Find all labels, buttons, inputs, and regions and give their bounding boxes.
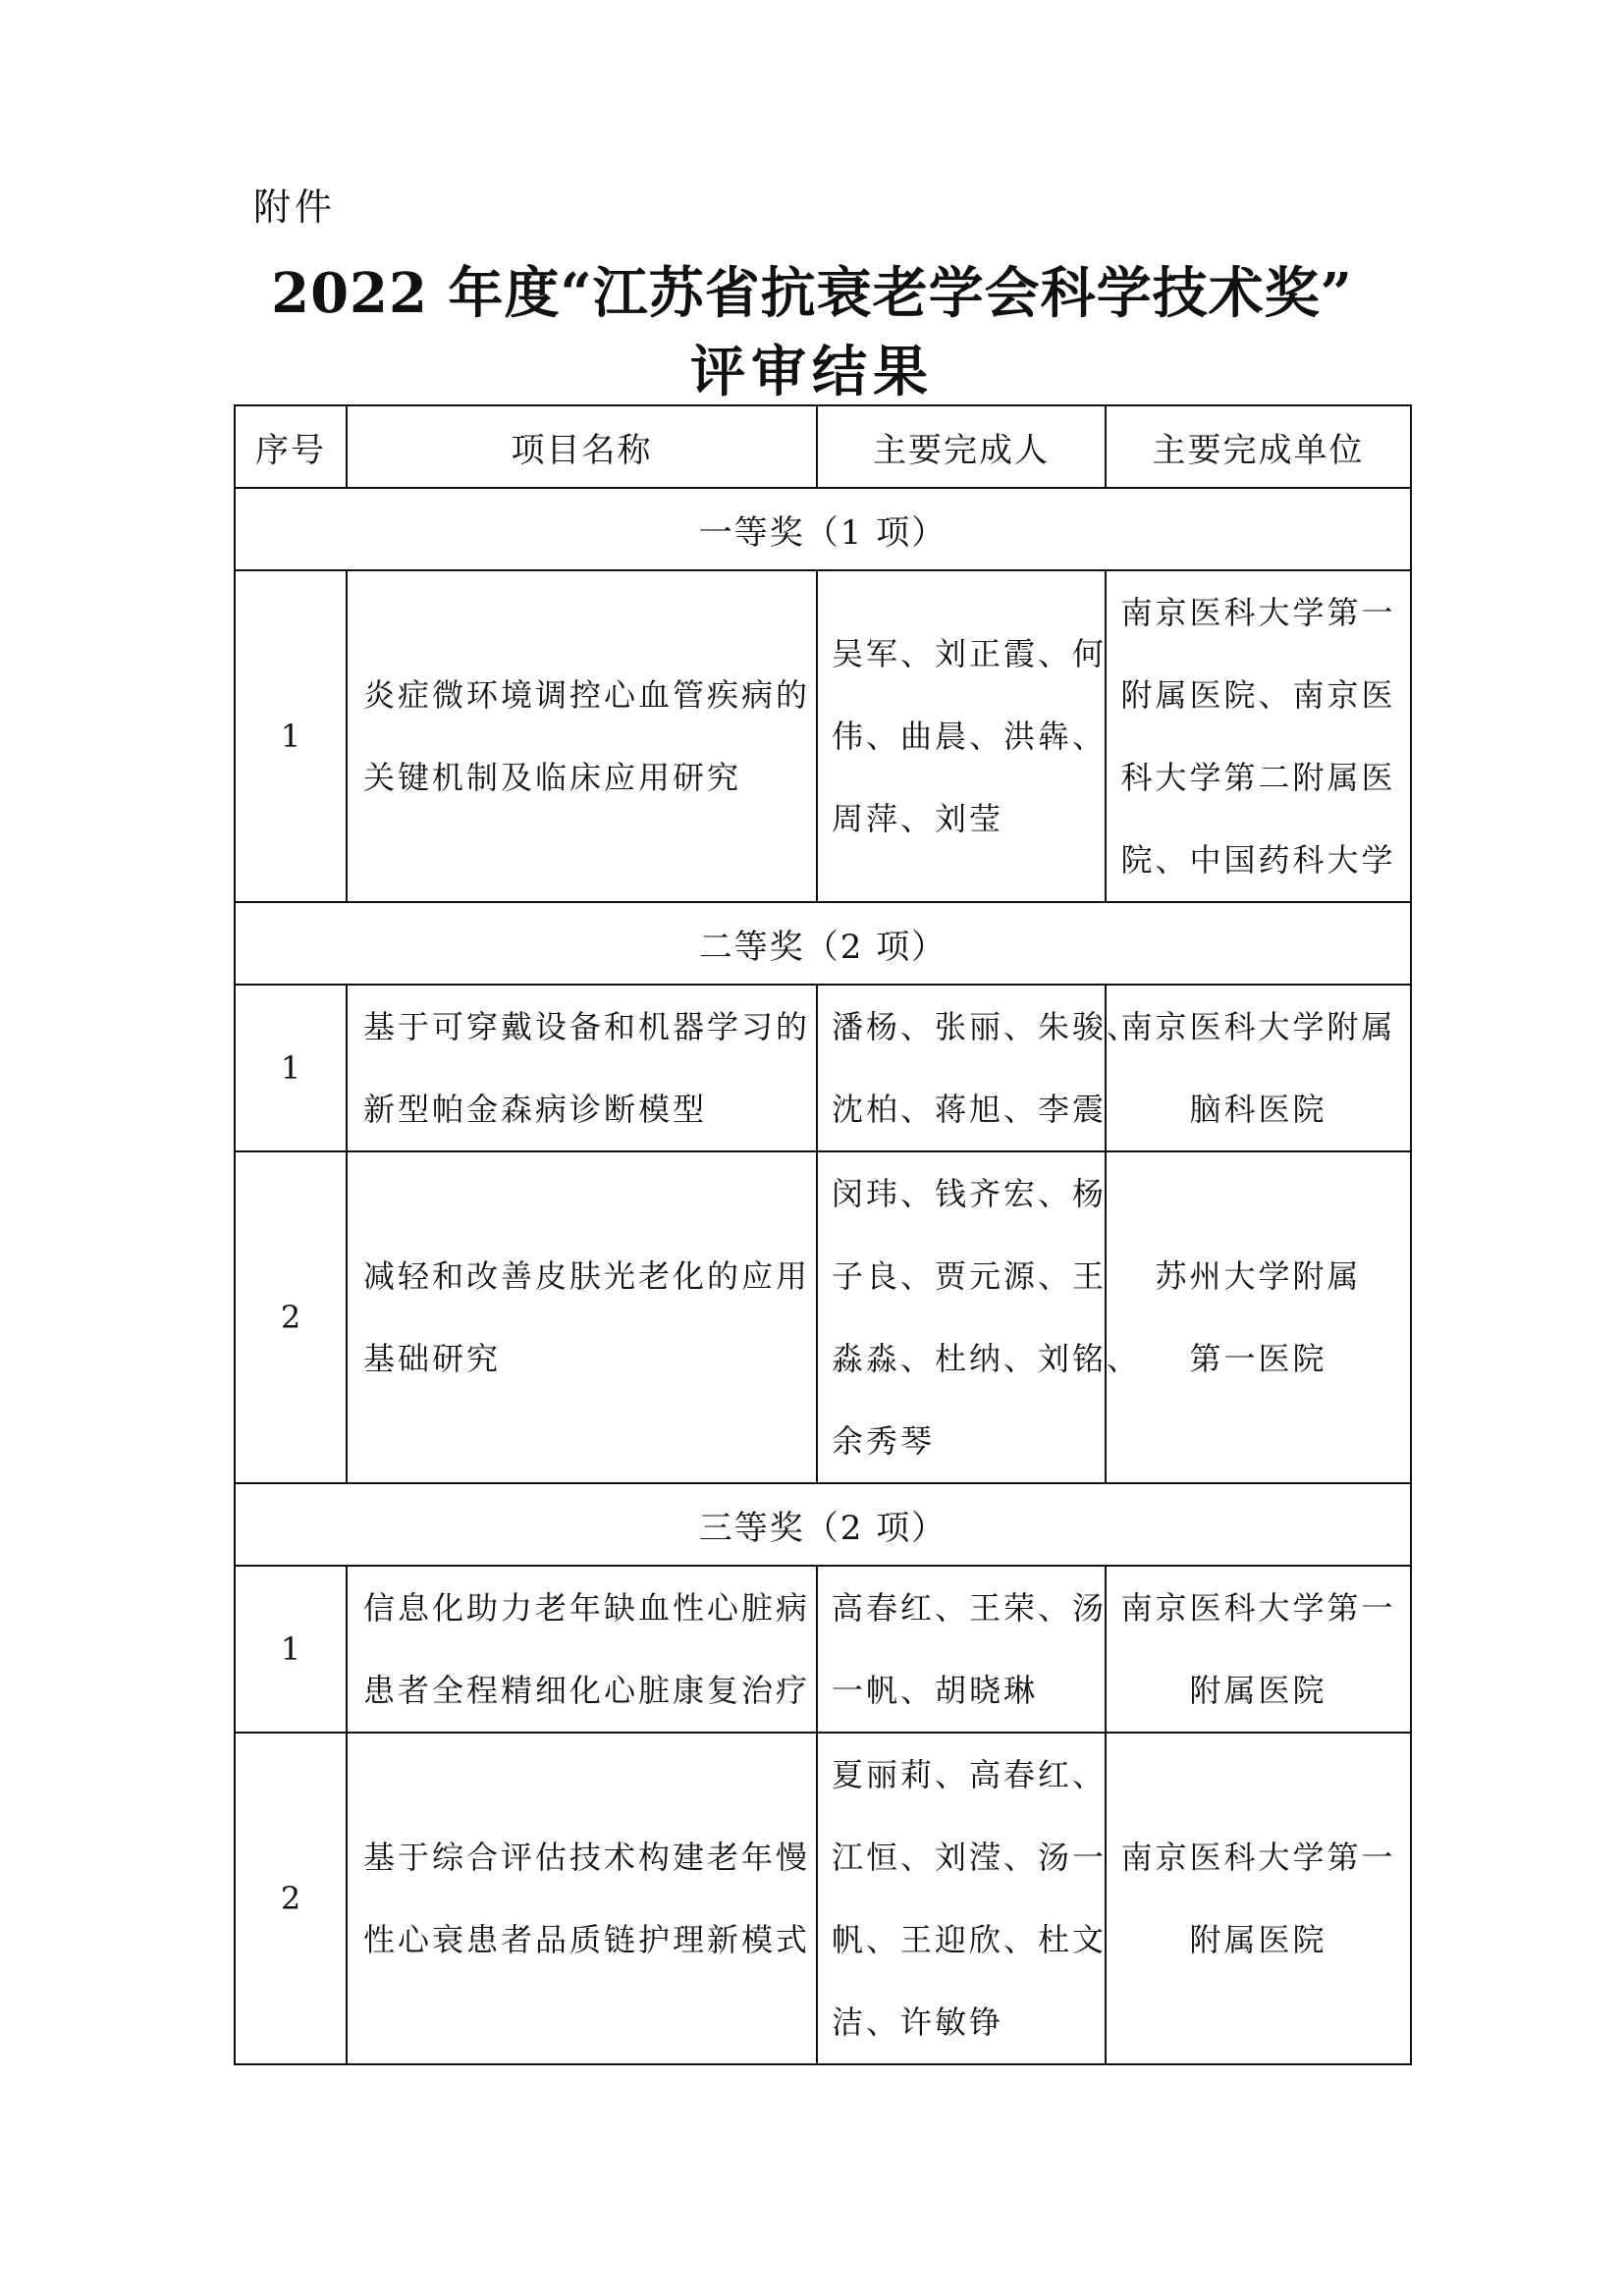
table-row — [235, 1733, 1411, 2064]
main-units-line: 附属医院 — [1189, 1921, 1327, 1958]
main-contributors-line: 周萍、刘莹 — [832, 800, 1004, 837]
section-row — [235, 488, 1411, 570]
main-contributors — [817, 1151, 1142, 1483]
main-contributors-line: 一帆、胡晓琳 — [832, 1672, 1039, 1709]
project-name-line: 减轻和改善皮肤光老化的应用 — [363, 1257, 811, 1295]
main-units-line: 南京医科大学第一 — [1120, 1839, 1396, 1876]
main-units — [1106, 1733, 1411, 2064]
main-contributors-line: 帆、王迎欣、杜文 — [832, 1921, 1108, 1958]
row-number: 1 — [235, 1566, 347, 1733]
main-contributors — [817, 570, 1106, 902]
main-contributors-line: 吴军、刘正霞、何 — [832, 635, 1108, 672]
project-name-line: 性心衰患者品质链护理新模式 — [363, 1921, 811, 1958]
main-units — [1106, 1566, 1411, 1733]
main-contributors — [817, 985, 1142, 1151]
row-number: 2 — [235, 1733, 347, 2064]
project-name-line: 基于可穿戴设备和机器学习的 — [363, 1008, 811, 1045]
project-name-line: 基础研究 — [363, 1340, 502, 1377]
results-table — [234, 404, 1412, 2065]
main-units-line: 院、中国药科大学 — [1120, 841, 1396, 879]
main-contributors-line: 淼淼、杜纳、刘铭、 — [832, 1340, 1142, 1377]
table-row — [235, 1566, 1411, 1733]
table-row — [235, 1151, 1411, 1483]
header-project: 项目名称 — [347, 405, 817, 488]
main-units-line: 南京医科大学第一 — [1120, 1589, 1396, 1627]
main-contributors-line: 洁、许敏铮 — [832, 2003, 1004, 2041]
main-units — [1106, 985, 1411, 1151]
main-units — [1106, 1151, 1411, 1483]
row-number: 2 — [235, 1151, 347, 1483]
project-name-line: 关键机制及临床应用研究 — [363, 759, 742, 796]
main-contributors-line: 子良、贾元源、王 — [832, 1257, 1108, 1295]
page-title-line2: 评审结果 — [690, 340, 934, 404]
project-name-line: 新型帕金森病诊断模型 — [363, 1091, 708, 1128]
header-row — [235, 405, 1411, 488]
section-row — [235, 1483, 1411, 1566]
project-name-line: 患者全程精细化心脏康复治疗 — [363, 1672, 811, 1709]
main-contributors-line: 高春红、王荣、汤 — [832, 1589, 1108, 1627]
table-row — [235, 570, 1411, 902]
main-contributors-line: 夏丽莉、高春红、 — [832, 1756, 1108, 1793]
row-number: 1 — [235, 985, 347, 1151]
main-contributors-line: 江恒、刘滢、汤一 — [832, 1839, 1108, 1876]
project-name — [347, 570, 817, 902]
main-contributors-line: 沈柏、蒋旭、李震 — [832, 1091, 1108, 1128]
header-no: 序号 — [235, 405, 347, 488]
main-contributors-line: 潘杨、张丽、朱骏、 — [832, 1008, 1142, 1045]
main-contributors-line: 伟、曲晨、洪犇、 — [832, 718, 1108, 755]
project-name — [347, 1733, 817, 2064]
row-number: 1 — [235, 570, 347, 902]
table-row — [235, 985, 1411, 1151]
main-contributors-line: 余秀琴 — [832, 1422, 936, 1460]
project-name-line: 信息化助力老年缺血性心脏病 — [363, 1589, 811, 1627]
main-units-line: 苏州大学附属 — [1155, 1257, 1362, 1295]
main-units-line: 南京医科大学附属 — [1120, 1008, 1396, 1045]
main-units-line: 附属医院、南京医 — [1120, 676, 1396, 714]
section-label: 二等奖（2 项） — [235, 902, 1411, 985]
project-name-line: 基于综合评估技术构建老年慢 — [363, 1839, 811, 1876]
main-units-line: 脑科医院 — [1189, 1091, 1327, 1128]
attachment-label: 附件 — [253, 186, 337, 229]
main-units-line: 第一医院 — [1189, 1340, 1327, 1377]
section-label: 一等奖（1 项） — [235, 488, 1411, 570]
project-name — [347, 1151, 817, 1483]
main-units — [1106, 570, 1411, 902]
project-name-line: 炎症微环境调控心血管疾病的 — [363, 676, 811, 714]
page-title-line1: 2022 年度“江苏省抗衰老学会科学技术奖” — [271, 261, 1353, 326]
main-units-line: 科大学第二附属医 — [1120, 759, 1396, 796]
project-name — [347, 985, 817, 1151]
section-row — [235, 902, 1411, 985]
project-name — [347, 1566, 817, 1733]
main-contributors-line: 闵玮、钱齐宏、杨 — [832, 1175, 1108, 1212]
header-people: 主要完成人 — [817, 405, 1106, 488]
main-contributors — [817, 1566, 1106, 1733]
section-label: 三等奖（2 项） — [235, 1483, 1411, 1566]
main-contributors — [817, 1733, 1106, 2064]
header-units: 主要完成单位 — [1106, 405, 1411, 488]
main-units-line: 南京医科大学第一 — [1120, 594, 1396, 631]
main-units-line: 附属医院 — [1189, 1672, 1327, 1709]
